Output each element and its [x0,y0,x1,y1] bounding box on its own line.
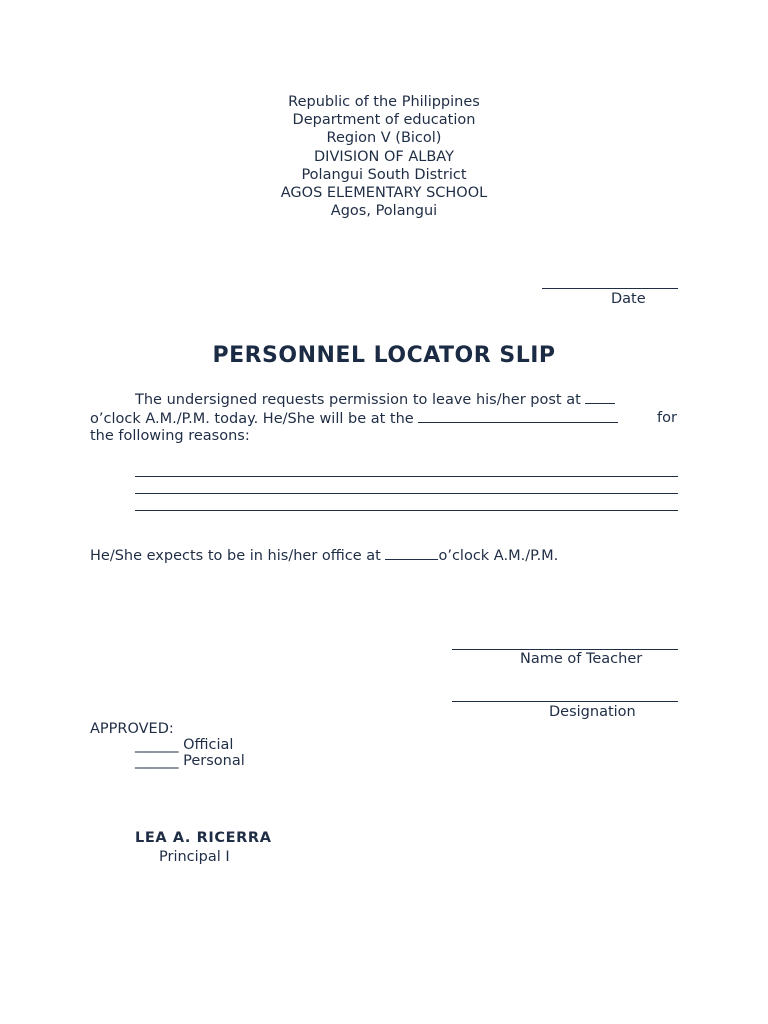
letterhead-line-region: Region V (Bicol) [326,130,442,147]
document-title: PERSONNEL LOCATOR SLIP [212,343,556,368]
letterhead-line-country: Republic of the Philippines [288,94,480,110]
return-text-before: He/She expects to be in his/her office at [90,548,386,564]
request-text-for: for [657,409,677,426]
return-statement [90,546,558,564]
designation-label: Designation [549,704,636,720]
option-personal[interactable] [135,753,245,769]
letterhead-line-department: Department of education [292,112,476,129]
letterhead-line-school: AGOS ELEMENTARY SCHOOL [280,185,488,202]
time-out-blank[interactable] [585,390,615,404]
designation-line[interactable] [452,701,678,702]
reason-line-1[interactable] [135,476,678,477]
request-line-1 [90,390,678,409]
reason-line-3[interactable] [135,510,678,511]
letterhead-line-address: Agos, Polangui [330,203,438,220]
personal-label: Personal [178,753,245,769]
reason-line-2[interactable] [135,493,678,494]
letterhead-line-district: Polangui South District [301,166,467,183]
personal-check-blank[interactable]: ______ [135,753,179,769]
request-text-1: The undersigned requests permission to leave his/her post at [135,392,586,408]
approval-section [90,721,245,769]
principal-title: Principal I [159,849,230,865]
official-check-blank[interactable]: ______ [135,737,179,753]
request-text-2: o’clock A.M./P.M. today. He/She will be at the [90,410,419,427]
principal-name: LEA A. RICERRA [135,830,272,846]
request-line-2 [90,409,678,428]
official-label: Official [178,737,234,753]
letterhead [0,93,768,220]
teacher-signature-line[interactable] [452,649,678,650]
date-blank-line[interactable] [542,288,678,289]
approved-label: APPROVED: [90,721,174,737]
return-text-after: o’clock A.M./P.M. [438,548,559,564]
option-official[interactable] [135,737,245,753]
request-line-3: the following reasons: [90,428,250,444]
teacher-name-label: Name of Teacher [520,651,643,667]
request-paragraph [90,390,678,446]
letterhead-line-division: DIVISION OF ALBAY [314,148,454,165]
location-blank[interactable] [418,409,618,423]
date-label: Date [611,291,646,307]
return-time-blank[interactable] [385,546,438,560]
